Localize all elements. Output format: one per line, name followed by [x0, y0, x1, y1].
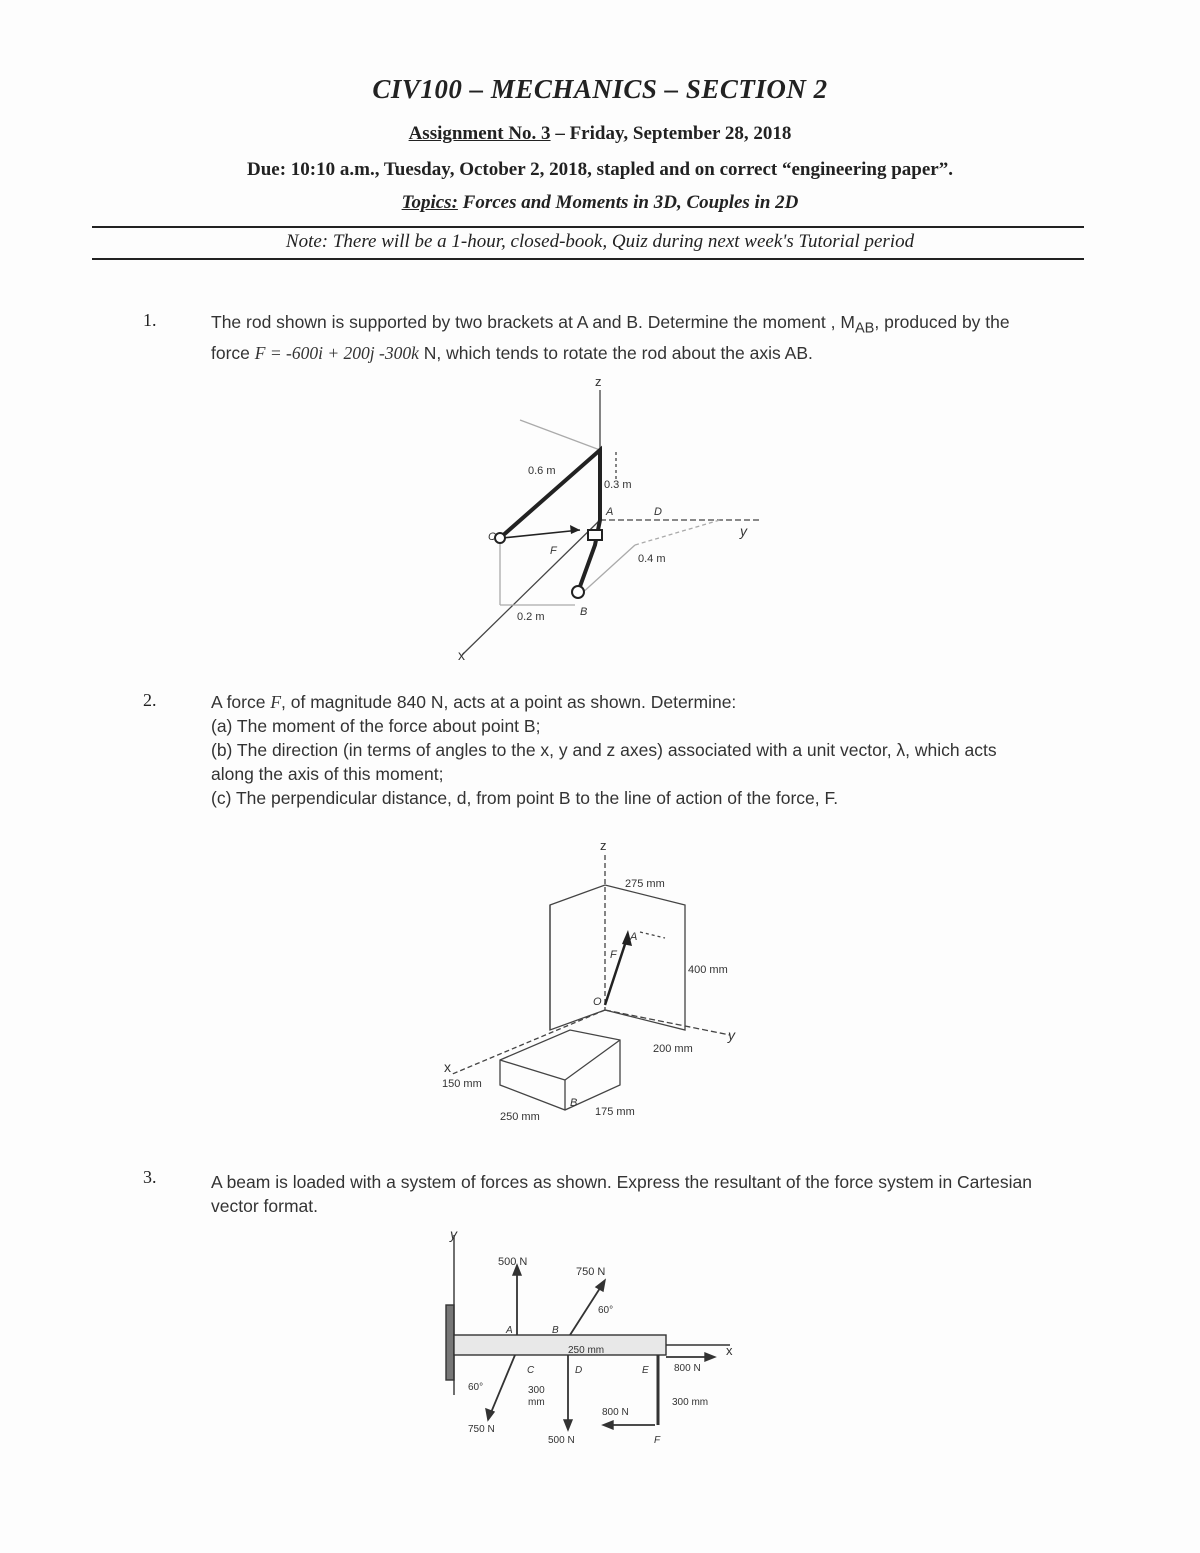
q2-force-symbol: F — [270, 692, 282, 712]
label-250mm: 250 mm — [568, 1345, 605, 1356]
label-z: z — [600, 838, 607, 853]
q1-line2a: force — [211, 342, 255, 363]
dim-0-6: 0.6 m — [528, 465, 556, 477]
q1-line1-end: , produced by the — [874, 312, 1010, 332]
label-a: A — [506, 1325, 513, 1336]
rule-top — [92, 226, 1084, 228]
label-mm: mm — [528, 1397, 545, 1408]
rule-bottom — [92, 258, 1084, 260]
topics-text: Forces and Moments in 3D, Couples in 2D — [457, 192, 799, 213]
label-c: C — [527, 1365, 535, 1376]
point-c — [495, 533, 505, 543]
x-axis — [450, 1010, 605, 1075]
q1-line1 — [211, 310, 1091, 341]
label-x: x — [444, 1059, 451, 1075]
q3-text — [211, 1170, 1091, 1218]
q2-figure — [430, 830, 770, 1130]
page-title: CIV100 – MECHANICS – SECTION 2 — [372, 74, 828, 104]
label-f: F — [550, 545, 557, 557]
label-y: y — [450, 1226, 457, 1242]
label-a: A — [606, 506, 614, 518]
q2-number: 2. — [143, 690, 157, 710]
assignment-date: – Friday, September 28, 2018 — [550, 123, 792, 144]
label-o: O — [593, 996, 602, 1008]
q2-part-c: (c) The perpendicular distance, d, from point B to the line of action of the force, F. — [211, 788, 839, 808]
q2-text — [211, 690, 1091, 810]
bracket-b — [572, 586, 584, 598]
label-300: 300 — [528, 1385, 545, 1396]
y-axis — [605, 1010, 730, 1035]
label-750n-bottom: 750 N — [468, 1424, 495, 1435]
label-e: E — [642, 1365, 649, 1376]
label-750n-top: 750 N — [576, 1266, 606, 1278]
beam — [454, 1335, 666, 1355]
q2-part-b2: along the axis of this moment; — [211, 764, 444, 784]
q2-line1a: A force — [211, 692, 271, 712]
wall — [446, 1305, 454, 1380]
q1-line2 — [211, 341, 1091, 365]
label-c: C — [488, 531, 496, 543]
label-z: z — [595, 374, 602, 389]
q2-line1 — [211, 690, 1091, 714]
label-a: A — [630, 931, 638, 943]
dim-0-4: 0.4 m — [638, 553, 666, 565]
q1-force-vector: F = -600i + 200j -300k — [254, 342, 419, 363]
dim-200: 200 mm — [653, 1043, 693, 1055]
floor-box — [500, 1030, 620, 1110]
assignment-line — [0, 123, 1200, 145]
label-x: x — [726, 1343, 733, 1358]
dim-0-2: 0.2 m — [517, 611, 545, 623]
dim-400: 400 mm — [688, 964, 728, 976]
dim-150: 150 mm — [442, 1078, 482, 1090]
force-f — [605, 935, 628, 1005]
quiz-note: Note: There will be a 1-hour, closed-book, Quiz during next week's Tutorial period — [285, 231, 915, 252]
label-y: y — [728, 1027, 735, 1043]
q1-number: 1. — [143, 310, 157, 330]
label-f: F — [610, 949, 617, 961]
q3-line2: vector format. — [211, 1196, 318, 1216]
force-750-c — [490, 1355, 515, 1415]
wall-panel — [550, 885, 685, 1030]
q1-line1-text: The rod shown is supported by two brackets at A and B. Determine the moment , M — [211, 312, 855, 332]
q3-line1: A beam is loaded with a system of forces as shown. Express the resultant of the force system in Cartesian — [211, 1172, 1032, 1192]
q1-text — [211, 310, 1091, 365]
label-y: y — [740, 523, 747, 539]
label-800n-right: 800 N — [674, 1363, 701, 1374]
q2-part-b1: (b) The direction (in terms of angles to the x, y and z axes) associated with a unit vector, λ, which acts — [211, 740, 997, 760]
label-x: x — [458, 647, 465, 663]
topics-line — [0, 192, 1200, 214]
bracket-a — [588, 530, 602, 540]
dim-175: 175 mm — [595, 1106, 635, 1118]
q1-figure — [430, 370, 770, 670]
label-60-bottom: 60° — [468, 1382, 484, 1393]
label-b: B — [580, 606, 588, 618]
dim-0-3: 0.3 m — [604, 479, 632, 491]
dim-275: 275 mm — [625, 878, 665, 890]
q1-sub: AB — [854, 320, 875, 337]
label-800n-left: 800 N — [602, 1407, 629, 1418]
q2-line1b: , of magnitude 840 N, acts at a point as shown. Determine: — [281, 692, 737, 712]
label-60-top: 60° — [598, 1305, 614, 1316]
assignment-label: Assignment No. 3 — [408, 123, 551, 144]
due-line: Due: 10:10 a.m., Tuesday, October 2, 2018, stapled and on correct “engineering paper”. — [247, 159, 953, 180]
label-500n-top: 500 N — [498, 1256, 528, 1268]
label-b: B — [570, 1097, 578, 1109]
label-b: B — [552, 1325, 559, 1336]
force-arrow — [502, 530, 580, 538]
label-500n-bottom: 500 N — [548, 1435, 575, 1446]
q2-part-a: (a) The moment of the force about point B; — [211, 716, 541, 736]
q3-figure — [430, 1225, 760, 1455]
q1-line2b: N, which tends to rotate the rod about the axis AB. — [418, 342, 813, 363]
dim-250: 250 mm — [500, 1111, 540, 1123]
q3-number: 3. — [143, 1167, 157, 1187]
topics-label: Topics: — [401, 192, 458, 213]
label-f: F — [654, 1435, 661, 1446]
label-300mm: 300 mm — [672, 1397, 709, 1408]
label-d: D — [575, 1365, 583, 1376]
label-d: D — [654, 506, 662, 518]
